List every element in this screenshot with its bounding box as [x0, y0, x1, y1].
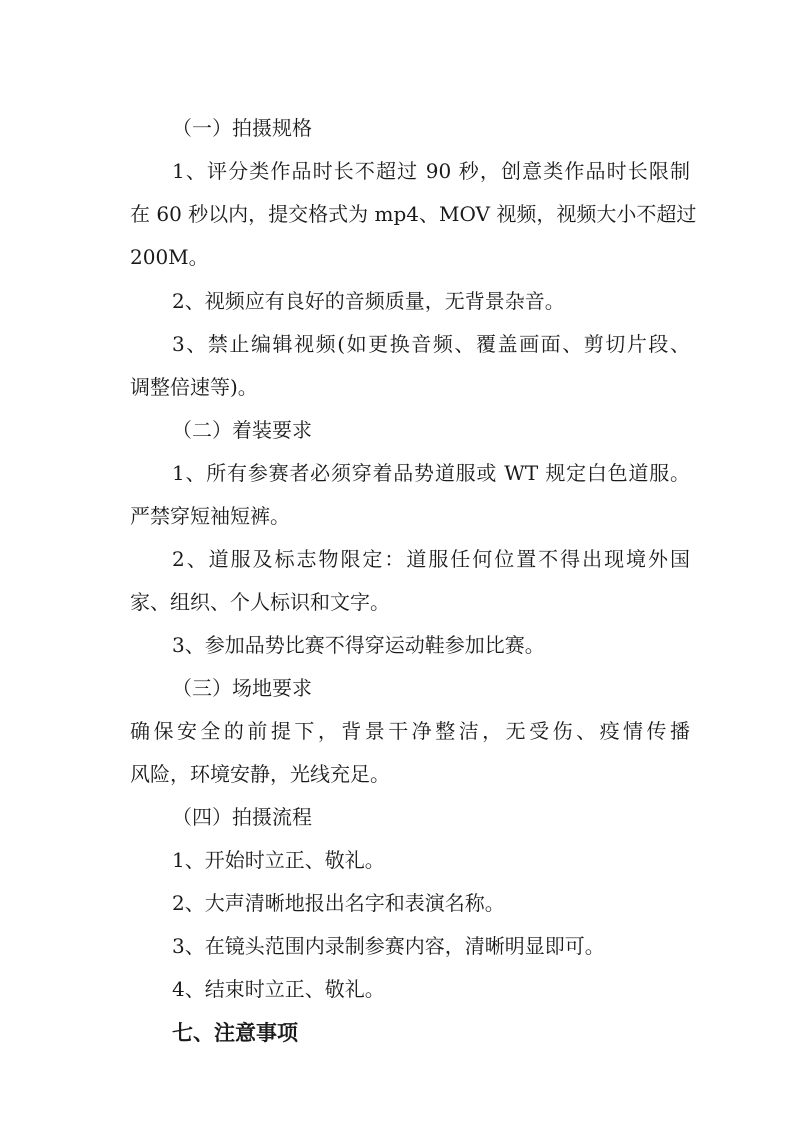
subsection-title-shooting-spec: （一）拍摄规格	[172, 116, 312, 140]
spec-item-1-line-3: 200M。	[130, 245, 209, 269]
subsection-title-attire: （二）着装要求	[172, 418, 312, 442]
process-item-4: 4、结束时立正、敬礼。	[172, 977, 385, 1001]
process-item-2: 2、大声清晰地报出名字和表演名称。	[172, 891, 505, 915]
process-item-3: 3、在镜头范围内录制参赛内容，清晰明显即可。	[172, 934, 605, 958]
subsection-title-venue: （三）场地要求	[172, 676, 312, 700]
subsection-title-shooting-process: （四）拍摄流程	[172, 805, 312, 829]
spec-item-2: 2、视频应有良好的音频质量，无背景杂音。	[172, 289, 565, 313]
attire-item-2-line-1: 2、道服及标志物限定：道服任何位置不得出现境外国	[172, 547, 690, 571]
attire-item-3: 3、参加品势比赛不得穿运动鞋参加比赛。	[172, 633, 545, 657]
spec-item-1-line-2: 在 60 秒以内，提交格式为 mp4、MOV 视频，视频大小不超过	[130, 202, 697, 226]
section-heading-notes: 七、注意事项	[172, 1021, 298, 1045]
spec-item-1-line-1: 1、评分类作品时长不超过 90 秒，创意类作品时长限制	[172, 159, 690, 183]
venue-para-line-2: 风险，环境安静，光线充足。	[130, 762, 390, 786]
spec-item-3-line-2: 调整倍速等)。	[130, 375, 258, 399]
attire-item-1-line-1: 1、所有参赛者必须穿着品势道服或 WT 规定白色道服。	[172, 461, 690, 485]
process-item-1: 1、开始时立正、敬礼。	[172, 848, 385, 872]
venue-para-line-1: 确保安全的前提下，背景干净整洁，无受伤、疫情传播	[130, 719, 690, 743]
spec-item-3-line-1: 3、禁止编辑视频(如更换音频、覆盖画面、剪切片段、	[172, 332, 690, 356]
attire-item-1-line-2: 严禁穿短袖短裤。	[130, 504, 290, 528]
attire-item-2-line-2: 家、组织、个人标识和文字。	[130, 590, 390, 614]
